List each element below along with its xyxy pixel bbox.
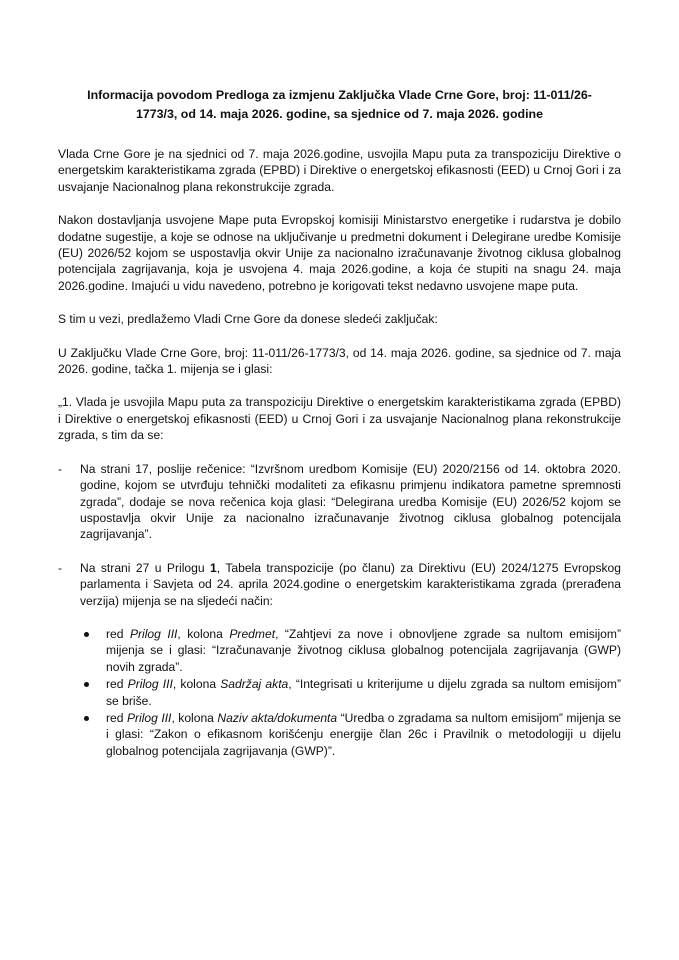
change-item-page-27 <box>58 560 621 609</box>
change-item-text-c: , Tabela transpozicije (po članu) za Direktivu (EU) 2024/1275 Evropskog parlamenta i Savjeta od 24. aprila 2024.godine o energetskim karakteristikama zgrada (prerađena verzija) mijenja se na sljedeći način: <box>80 560 622 608</box>
column-label: , kolona <box>171 710 218 725</box>
column-name: Sadržaj akta <box>220 677 289 692</box>
row-label: red <box>106 710 127 725</box>
paragraph-proposal: S tim u vezi, predlažemo Vladi Crne Gore da donese sledeći zaključak: <box>58 312 438 327</box>
column-name: Predmet <box>229 626 276 641</box>
row-name: Prilog III <box>129 626 178 641</box>
paragraph-quote: „1. Vlada je usvojila Mapu puta za transpoziciju Direktive o energetskim karakteristikama zgrada (EPBD) i Direktive o energetskoj efikasnosti (EED) u Crnoj Gori i za usvajanje Nacionalnog plana rekonstrukcije zgrada, s tim da se: <box>58 395 621 443</box>
change-text: , “Integrisati u kriterijume u dijelu zgrada sa nultom emisijom” se briše. <box>106 677 621 708</box>
column-label: , kolona <box>177 626 230 641</box>
list-item <box>98 710 621 759</box>
change-text: , “Zahtjevi za nove i obnovljene zgrade sa nultom emisijom” mijenja se i glasi: “Izračunavanje životnog ciklusa globalnog potencijala zagrijavanja (GWP) novih zgrada”. <box>106 626 621 674</box>
change-item-text-a: Na strani 27 u Prilogu <box>80 560 211 575</box>
title-line-1: Informacija povodom Predloga za izmjenu Zaključka Vlade Crne Gore, broj: 11-011/26- <box>87 88 592 102</box>
column-label: , kolona <box>172 677 221 692</box>
row-label: red <box>106 626 130 641</box>
annex-number: 1 <box>210 560 217 575</box>
column-name: Naziv akta/dokumenta <box>217 710 338 725</box>
paragraph-suggestions: Nakon dostavljanja usvojene Mape puta Evropskoj komisiji Ministarstvo energetike i rudarstva je dobilo dodatne sugestije, a koje se odnose na uključivanje u predmetni dokument i Delegirane uredbe Komisije (EU) 2026/52 kojom se uspostavlja okvir Unije za nacionalno izračunavanje životnog ciklusa globalnog potencijala zagrijavanja, koja je usvojena 4. maja 2026.godine, a koja će stupiti na snagu 24. maja 2026.godine. Imajući u vidu navedeno, potrebno je korigovati tekst nedavno usvojene mape puta. <box>58 213 621 293</box>
change-list <box>58 461 621 609</box>
paragraph-intro: Vlada Crne Gore je na sjednici od 7. maja 2026.godine, usvojila Mapu puta za transpoziciju Direktive o energetskim karakteristikama zgrada (EPBD) i Direktive o energetskoj efikasnosti (EED) u Crnoj Gori i za usvajanje Nacionalnog plana rekonstrukcije zgrada. <box>58 147 621 194</box>
list-item <box>98 676 621 709</box>
row-name: Prilog III <box>126 710 172 725</box>
change-item-page-17: - Na strani 17, poslije rečenice: “Izvršnom uredbom Komisije (EU) 2020/2156 od 14. oktobra 2020. godine, kojom se utvrđuju tehnički modaliteti za efikasnu primjenu indikatora pametne spremnosti zgrada”, dodaje se nova rečenica koja glasi: “Delegirana uredba Komisije (EU) 2026/52 kojom se uspostavlja okvir Unije za nacionalno izračunavanje životnog ciklusa globalnog potencijala zagrijavanja”. <box>58 461 621 543</box>
change-text: “Uredba o zgradama sa nultom emisijom” mijenja se i glasi: “Zakon o efikasnom korišćenju energije član 26c i Pravilnik o metodologiji u dijelu globalnog potencijala zagrijavanja (GWP)”. <box>106 710 621 758</box>
table-row-changes <box>58 626 621 759</box>
title-line-2: 1773/3, od 14. maja 2026. godine, sa sjednice od 7. maja 2026. godine <box>135 107 543 121</box>
row-label: red <box>106 677 128 692</box>
row-name: Prilog III <box>127 677 173 692</box>
list-item <box>98 626 621 675</box>
document-title <box>58 86 621 124</box>
paragraph-amendment: U Zaključku Vlade Crne Gore, broj: 11-011/26-1773/3, od 14. maja 2026. godine, sa sjednice od 7. maja 2026. godine, tačka 1. mijenja se i glasi: <box>58 345 621 377</box>
